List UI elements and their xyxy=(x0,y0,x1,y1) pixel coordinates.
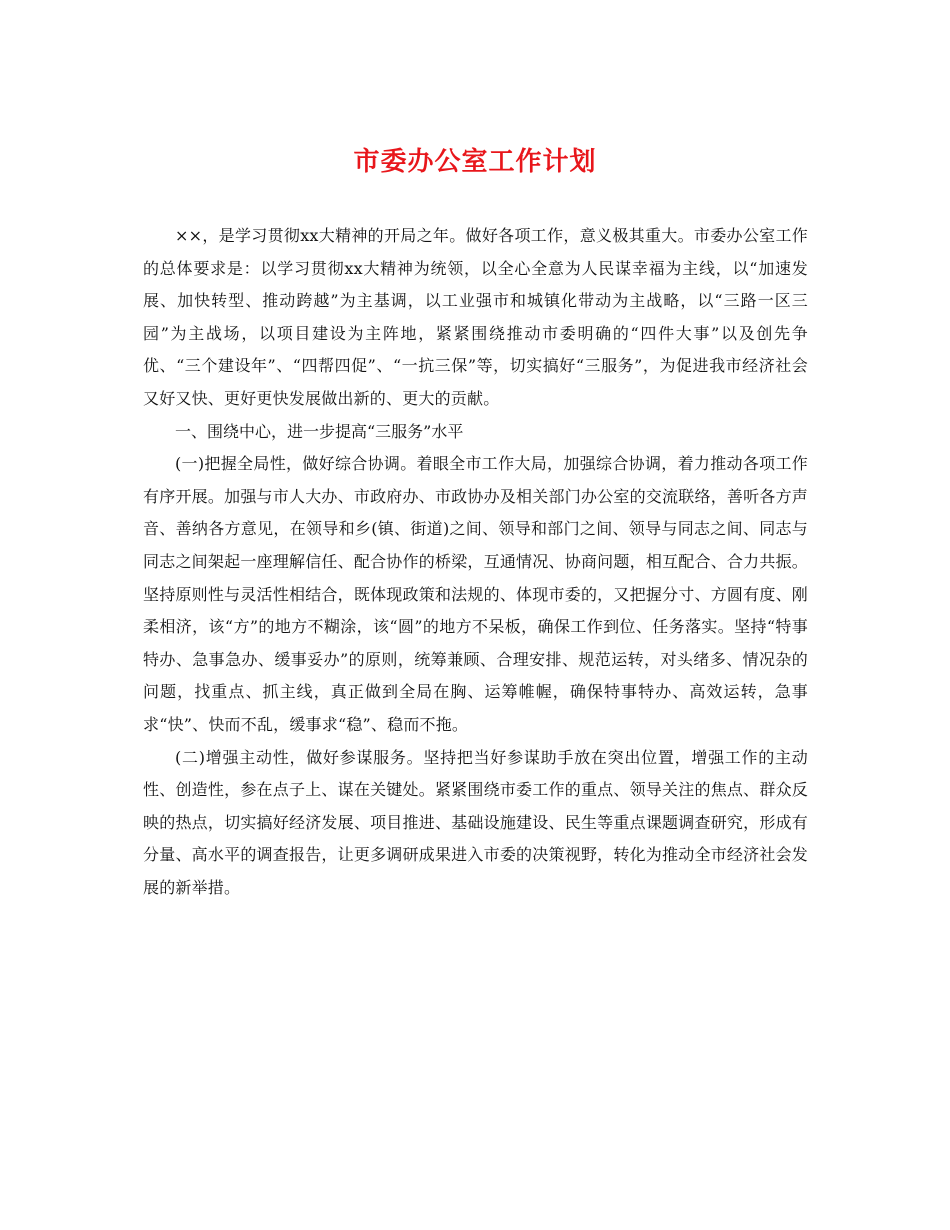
document-title: 市委办公室工作计划 xyxy=(353,147,597,177)
document-body xyxy=(143,220,808,904)
intro-paragraph: ××，是学习贯彻xx大精神的开局之年。做好各项工作，意义极其重大。市委办公室工作的总体要求是：以学习贯彻xx大精神为统领，以全心全意为人民谋幸福为主线，以“加速发展、加快转型、推动跨越”为主基调，以工业强市和城镇化带动为主战略，以“三路一区三园”为主战场，以项目建设为主阵地，紧紧围绕推动市委明确的“四件大事”以及创先争优、“三个建设年”、“四帮四促”、“一抗三保”等，切实搞好“三服务”，为促进我市经济社会又好又快、更好更快发展做出新的、更大的贡献。 xyxy=(143,226,808,408)
subsection-paragraph-2: (二)增强主动性，做好参谋服务。坚持把当好参谋助手放在突出位置，增强工作的主动性、创造性，参在点子上、谋在关键处。紧紧围绕市委工作的重点、领导关注的焦点、群众反映的热点，切实搞好经济发展、项目推进、基础设施建设、民生等重点课题调查研究，形成有分量、高水平的调查报告，让更多调研成果进入市委的决策视野，转化为推动全市经济社会发展的新举措。 xyxy=(143,747,808,897)
section-heading: 一、围绕中心，进一步提高“三服务”水平 xyxy=(175,421,464,441)
subsection-paragraph-1: (一)把握全局性，做好综合协调。着眼全市工作大局，加强综合协调，着力推动各项工作有序开展。加强与市人大办、市政府办、市政协办及相关部门办公室的交流联络，善听各方声音、善纳各方意见，在领导和乡(镇、街道)之间、领导和部门之间、领导与同志之间、同志与同志之间架起一座理解信任、配合协作的桥梁，互通情况、协商问题，相互配合、合力共振。坚持原则性与灵活性相结合，既体现政策和法规的、体现市委的，又把握分寸、方圆有度、刚柔相济，该“方”的地方不糊涂，该“圆”的地方不呆板，确保工作到位、任务落实。坚持“特事特办、急事急办、缓事妥办”的原则，统筹兼顾、合理安排、规范运转，对头绪多、情况杂的问题，找重点、抓主线，真正做到全局在胸、运筹帷幄，确保特事特办、高效运转，急事求“快”、快而不乱，缓事求“稳”、稳而不拖。 xyxy=(143,454,808,734)
